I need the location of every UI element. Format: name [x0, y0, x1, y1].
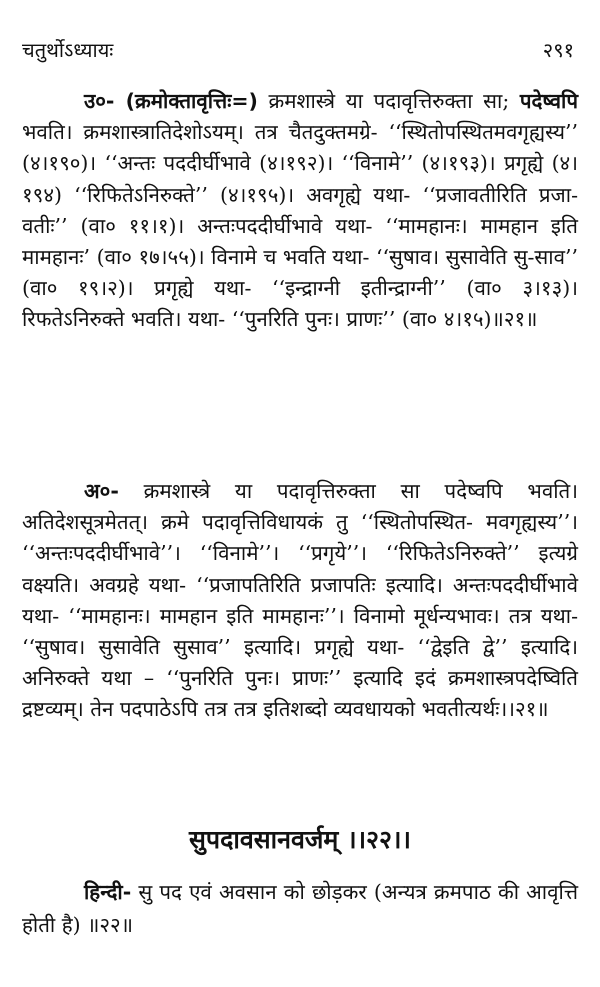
hindi-paragraph	[22, 876, 578, 942]
commentary-u-text-before: क्रमशास्त्रे या पदावृत्तिरुक्ता सा;	[257, 89, 520, 113]
hindi-label: हिन्दी-	[84, 880, 132, 904]
sutra-heading: सुपदावसानवर्जम् ।।२२।।	[188, 825, 411, 854]
commentary-u-paragraph	[22, 86, 578, 336]
commentary-u-bold-word: पदेष्वपि	[519, 89, 578, 113]
page-number: २९१	[542, 38, 574, 62]
hindi-text: सु पद एवं अवसान को छोड़कर (अन्यत्र क्रमपाठ की आवृत्ति होती है) ॥२२॥	[22, 880, 578, 937]
page-header	[22, 36, 574, 63]
commentary-a-text: क्रमशास्त्रे या पदावृत्तिरुक्ता सा पदेष्वपि भवति। अतिदेशसूत्रमेतत्। क्रमे पदावृत्तिविधायकं तु ‘‘स्थितोपस्थित- मवगृह्यस्य’’। ‘‘अन्तःपददीर्घीभावे’’। ‘‘विनामे’’। ‘‘प्रगृये’’। ‘‘रिफितेऽनिरुक्ते’’ इत्यग्रे वक्ष्यति। अवग्रहे यथा- ‘‘प्रजापतिरिति प्रजापतिः इत्यादि। अन्तःपददीर्घीभावे यथा- ‘‘मामहानः। मामहान इति मामहानः’’। विनामो मूर्धन्यभावः। तत्र यथा- ‘‘सुषाव। सुसावेति सुसाव’’ इत्यादि। प्रगृह्ये यथा- ‘‘द्वेइति द्वे’’ इत्यादि। अनिरुक्ते यथा – ‘‘पुनरिति पुनः। प्राणः’’ इत्यादि इदं क्रमशास्त्रपदेष्विति द्रष्टव्यम्। तेन पदपाठेऽपि तत्र तत्र इतिशब्दो व्यवधायको भवतीत्यर्थः।।२१॥	[22, 479, 578, 722]
commentary-u-text-after: भवति। क्रमशास्त्रातिदेशोऽयम्। तत्र चैतदुक्तमग्रे- ‘‘स्थितोपस्थितमवगृह्यस्य’’ (४।१९०)। ‘‘अन्तः पददीर्घीभावे (४।१९२)। ‘‘विनामे’’ (४।१९३)। प्रगृह्ये (४।१९४) ‘‘रिफितेऽनिरुक्ते’’ (४।१९५)। अवगृह्ये यथा- ‘‘प्रजावतीरिति प्रजा- वतीः’’ (वा० ११।१)। अन्तःपददीर्घीभावे यथा- ‘‘मामहानः। मामहान इति मामहानः’ (वा० १७।५५)। विनामे च भवति यथा- ‘‘सुषाव। सुसावेति सु-साव’’ (वा० १९।२)। प्रगृह्ये यथा- ‘‘इन्द्राग्नी इतीन्द्राग्नी’’ (वा० ३।१३)। रिफतेऽनिरुक्ते भवति। यथा- ‘‘पुनरिति पुनः। प्राणः’’ (वा० ४।१५)॥२१॥	[22, 120, 578, 332]
commentary-u-label: उ०- (क्रमोक्तावृत्तिः=)	[84, 89, 258, 113]
commentary-a-label: अ०-	[84, 479, 119, 503]
chapter-title: चतुर्थोऽध्यायः	[22, 38, 114, 62]
commentary-a-paragraph	[22, 476, 578, 726]
